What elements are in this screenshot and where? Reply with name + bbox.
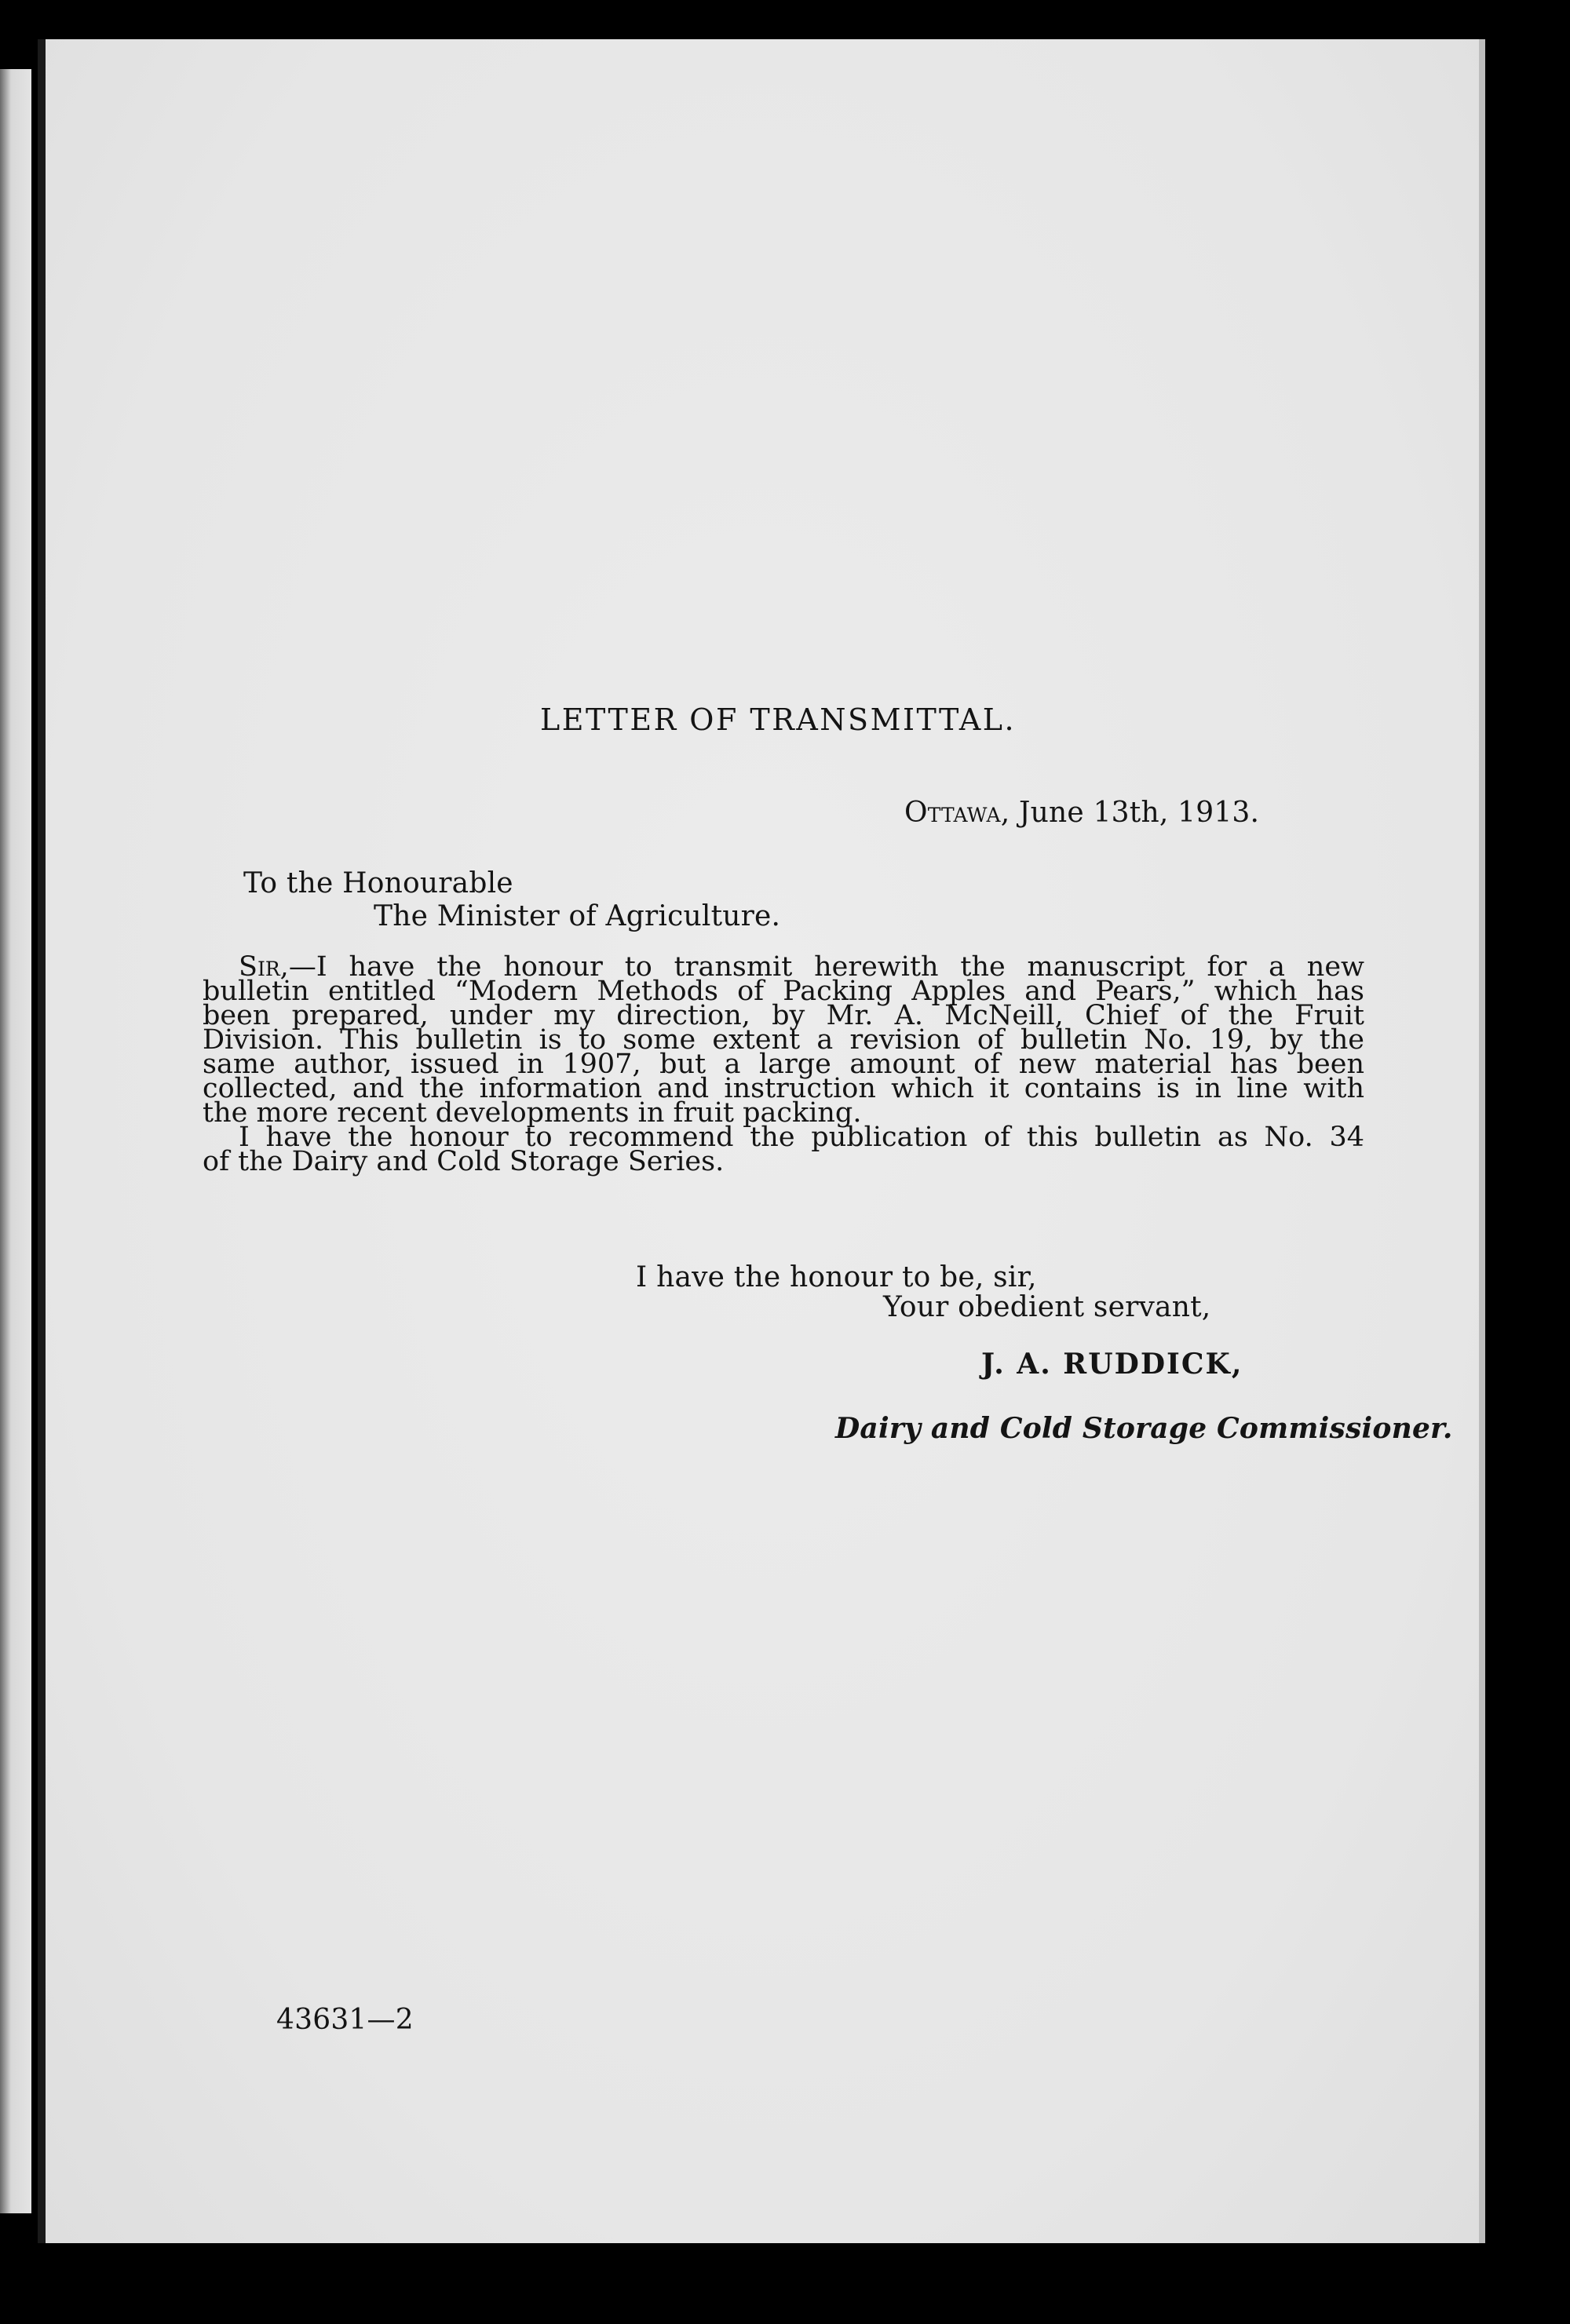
paragraph-2-line-1: I have the honour to recommend the publication of this bulletin as No. 34 xyxy=(239,1122,1364,1153)
paragraph-1-line-7: the more recent developments in fruit packing. xyxy=(203,1097,862,1129)
paragraph-1-lead: Sir, xyxy=(239,951,289,983)
footer-number: 43631—2 xyxy=(276,2004,414,2036)
paragraph-1-line-5: same author, issued in 1907, but a large amount of new material has been xyxy=(203,1049,1364,1080)
page-edge-right xyxy=(1479,39,1485,2243)
paragraph-2-line-2: of the Dairy and Cold Storage Series. xyxy=(203,1146,725,1177)
dateline xyxy=(904,799,1259,827)
paragraph-1-line-6: collected, and the information and instruction which it contains is in line with xyxy=(203,1073,1364,1104)
closing-line-2: Your obedient servant, xyxy=(883,1291,1211,1323)
paragraph-1-line-2: bulletin entitled “Modern Methods of Packing Apples and Pears,” which has xyxy=(203,976,1364,1007)
adjacent-page-edge xyxy=(0,69,31,2213)
signature-name: J. A. RUDDICK, xyxy=(981,1348,1243,1381)
dateline-date: June 13th, 1913. xyxy=(1019,797,1260,829)
letter-title: LETTER OF TRANSMITTAL. xyxy=(540,702,1017,737)
salutation-line-2: The Minister of Agriculture. xyxy=(374,900,781,932)
paragraph-1-line-1-text: —I have the honour to transmit herewith the manuscript for a new xyxy=(288,951,1364,983)
signature-position: Dairy and Cold Storage Commissioner. xyxy=(835,1412,1453,1445)
closing-line-1: I have the honour to be, sir, xyxy=(636,1261,1037,1293)
paragraph-1-line-4: Division. This bulletin is to some extent a revision of bulletin No. 19, by the xyxy=(203,1024,1364,1056)
paragraph-1-line-3: been prepared, under my direction, by Mr. A. McNeill, Chief of the Fruit xyxy=(203,1000,1364,1031)
dateline-place: Ottawa, xyxy=(904,797,1010,829)
letter-body xyxy=(203,951,1364,1177)
salutation-line-1: To the Honourable xyxy=(243,867,513,899)
